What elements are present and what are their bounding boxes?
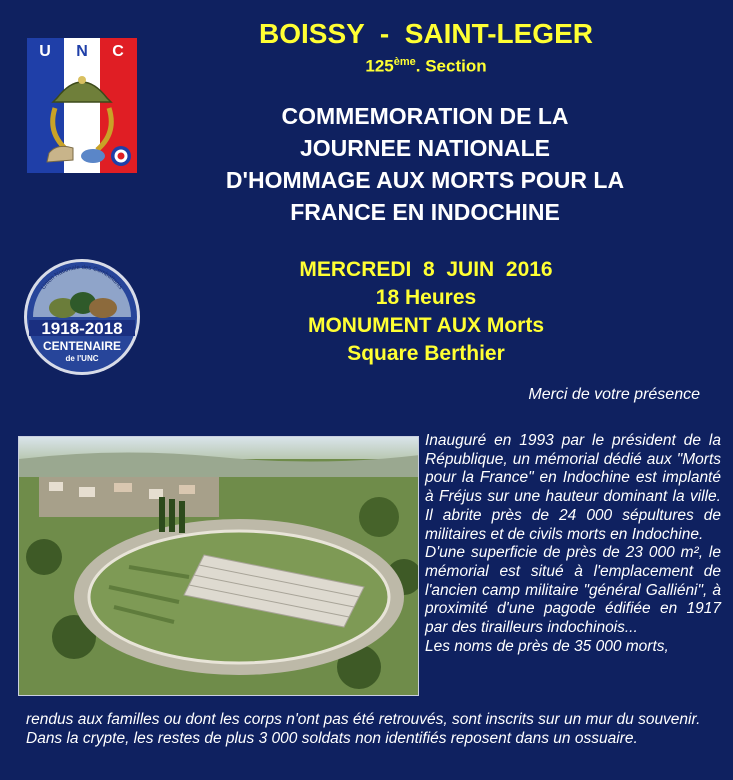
memorial-photo [18, 436, 419, 696]
event-details [180, 256, 672, 368]
body-text-bottom [26, 711, 726, 748]
commemoration-line: COMMEMORATION DE LA [281, 103, 569, 129]
event-time: 18 Heures [375, 286, 477, 309]
section-suffix: . Section [415, 56, 487, 76]
section-ordinal: ème [393, 56, 416, 68]
event-date: MERCREDI 8 JUIN 2016 [299, 258, 553, 281]
body-paragraph: Les noms de près de 35 000 morts, [425, 637, 669, 655]
section-subtitle [180, 56, 672, 77]
body-text [425, 432, 721, 656]
unc-letter-u: U [39, 43, 51, 60]
commemoration-line: FRANCE EN INDOCHINE [290, 199, 560, 225]
commemoration-line: JOURNEE NATIONALE [299, 135, 551, 161]
body-paragraph: D'une superficie de près de 23 000 m², le mémorial est situé à l'emplacement de l'ancien camp militaire "général Galliéni", à proximité d'une pagode édifiée en 1917 par des tirailleurs indochinois... [425, 544, 721, 637]
unc-logo [27, 38, 137, 173]
section-number: 125 [365, 56, 394, 76]
commemoration-line: D'HOMMAGE AUX MORTS POUR LA [225, 167, 625, 193]
event-place: MONUMENT AUX Morts [307, 314, 545, 337]
body-paragraph: Inauguré en 1993 par le président de la République, un mémorial dédié aux "Morts pour la France" en Indochine est implanté à Fréjus sur une hauteur dominant la ville. Il abrite près de 24 000 sépultures de militaires et de civils morts en Indochine. [425, 432, 721, 543]
centenaire-sub: de l'UNC [65, 354, 99, 363]
unc-letter-n: N [76, 43, 88, 60]
centenaire-ring-text: Union Nationale des Combattants [40, 264, 124, 291]
centenaire-label: CENTENAIRE [42, 339, 122, 353]
town-title: BOISSY - SAINT-LEGER [259, 18, 593, 49]
thanks-note: Merci de votre présence [528, 386, 700, 403]
centenaire-years: 1918-2018 [41, 319, 123, 338]
body-paragraph: rendus aux familles ou dont les corps n'ont pas été retrouvés, sont inscrits sur un mur du souvenir. [26, 711, 701, 728]
commemoration-heading [150, 100, 700, 228]
centenaire-logo [23, 258, 141, 376]
body-paragraph: Dans la crypte, les restes de plus 3 000 soldats non identifiés reposent dans un ossuaire. [26, 729, 638, 747]
unc-letter-c: C [112, 43, 124, 60]
event-square: Square Berthier [347, 342, 505, 365]
